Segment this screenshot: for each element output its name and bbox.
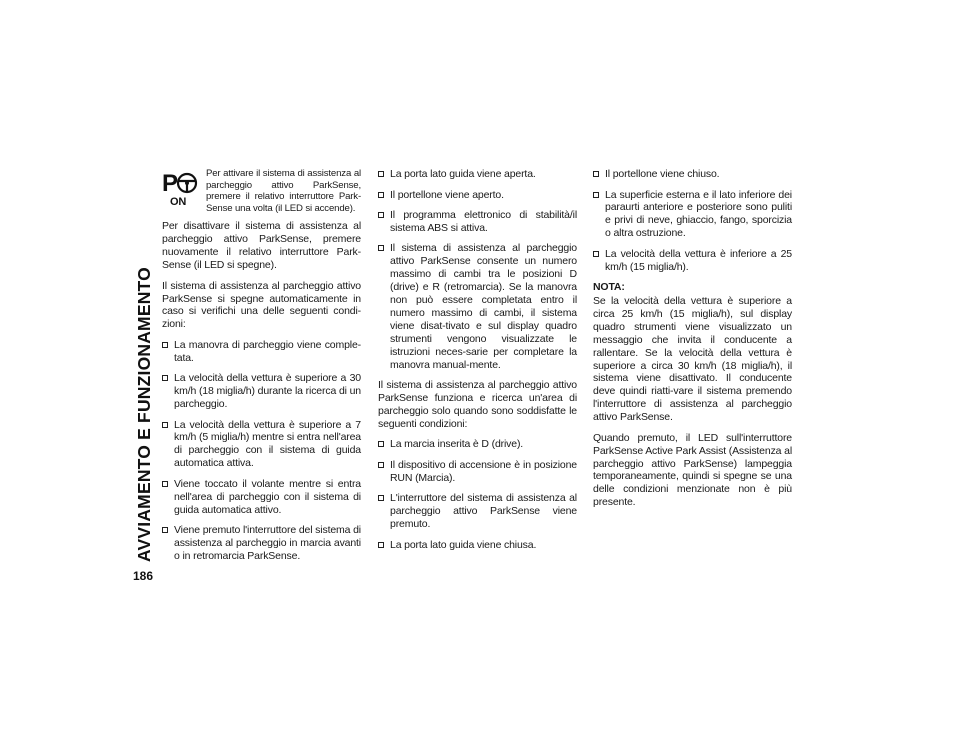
section-title: AVVIAMENTO E FUNZIONAMENTO <box>134 267 154 562</box>
column-3 <box>593 168 792 517</box>
column-2 <box>378 168 577 559</box>
list-item: La porta lato guida viene aperta. <box>378 168 577 181</box>
icon-on-label: ON <box>170 196 187 208</box>
list-item: Il dispositivo di accensione è in posizione RUN (Marcia). <box>378 459 577 485</box>
list-item: Viene toccato il volante mentre si entra nell'area di parcheggio con il sistema di guida automatica attivo. <box>162 478 361 517</box>
list-item: Il portellone viene chiuso. <box>593 168 792 181</box>
paragraph: Il sistema di assistenza al parcheggio attivo ParkSense si spegne automaticamente in caso si verifichi una delle seguenti condi-zioni: <box>162 279 361 331</box>
list-item: La superficie esterna e il lato inferiore dei paraurti anteriore e posteriore sono puliti e privi di neve, ghiaccio, fango, sporcizia o altra ostruzione. <box>593 189 792 241</box>
checkbox-bullet-icon <box>593 171 599 177</box>
list-item: Il sistema di assistenza al parcheggio attivo ParkSense consente un numero massimo di cambi tra le posizioni D (drive) e R (retromarcia). Se la manovra non può essere completata entro il numero massimo di cambi, il sistema viene disat-tivato e sul display quadro strumenti vengono visualizzate le istruzioni neces-sarie per completare la manovra manual-mente. <box>378 242 577 371</box>
paragraph: Quando premuto, il LED sull'interruttore ParkSense Active Park Assist (Assistenza al parcheggio attivo ParkSense) lampeggia temporaneamente, quindi si spegne se una delle condizioni menzionate non è più presente. <box>593 431 792 509</box>
checkbox-bullet-icon <box>162 422 168 428</box>
list-item: Il portellone viene aperto. <box>378 189 577 202</box>
list-item: Viene premuto l'interruttore del sistema di assistenza al parcheggio in marcia avanti o in retromarcia ParkSense. <box>162 524 361 563</box>
list-item: L'interruttore del sistema di assistenza al parcheggio attivo ParkSense viene premuto. <box>378 492 577 531</box>
checkbox-bullet-icon <box>162 481 168 487</box>
parksense-p-steering-icon <box>162 170 200 210</box>
intro-paragraph: Per attivare il sistema di assistenza al parcheggio attivo ParkSense, premere il relativo interruttore Park-Sense una volta (il LED si accende). <box>206 168 361 214</box>
checkbox-bullet-icon <box>378 441 384 447</box>
paragraph: Per disattivare il sistema di assistenza al parcheggio attivo ParkSense, premere nuovamente il relativo interruttore Park-Sense (il LED si spegne). <box>162 220 361 272</box>
checkbox-bullet-icon <box>378 542 384 548</box>
page-number: 186 <box>133 569 154 583</box>
checkbox-bullet-icon <box>378 192 384 198</box>
note-text: Se la velocità della vettura è superiore a circa 25 km/h (15 miglia/h), sul display quadro strumenti viene visualizzato un messaggio che invita il conducente a rallentare. Se la velocità della vettura è superiore a circa 30 km/h (18 miglia/h), il sistema viene disattivato. Il conducente deve quindi riatti-vare il sistema premendo l'interruttore di assistenza al parcheggio attivo ParkSense. <box>593 295 792 424</box>
condition-list <box>593 168 792 274</box>
checkbox-bullet-icon <box>378 171 384 177</box>
list-item: La velocità della vettura è superiore a 7 km/h (5 miglia/h) mentre si entra nell'area di parcheggio con il sistema di guida automatica attiva. <box>162 419 361 471</box>
note-label: NOTA: <box>593 281 625 294</box>
list-item: La marcia inserita è D (drive). <box>378 438 577 451</box>
checkbox-bullet-icon <box>162 527 168 533</box>
condition-list <box>378 168 577 371</box>
checkbox-bullet-icon <box>378 245 384 251</box>
svg-text:P: P <box>162 170 178 197</box>
checkbox-bullet-icon <box>593 251 599 257</box>
column-1 <box>162 168 361 570</box>
list-item: Il programma elettronico di stabilità/il sistema ABS si attiva. <box>378 209 577 235</box>
condition-list <box>378 438 577 551</box>
paragraph: Il sistema di assistenza al parcheggio attivo ParkSense funziona e ricerca un'area di parcheggio solo quando sono soddisfatte le seguenti condizioni: <box>378 379 577 430</box>
checkbox-bullet-icon <box>378 212 384 218</box>
checkbox-bullet-icon <box>378 462 384 468</box>
checkbox-bullet-icon <box>593 192 599 198</box>
list-item: La velocità della vettura è inferiore a 25 km/h (15 miglia/h). <box>593 248 792 274</box>
checkbox-bullet-icon <box>378 495 384 501</box>
list-item: La velocità della vettura è superiore a 30 km/h (18 miglia/h) durante la ricerca di un parcheggio. <box>162 372 361 411</box>
condition-list <box>162 339 361 563</box>
checkbox-bullet-icon <box>162 375 168 381</box>
list-item: La manovra di parcheggio viene comple-tata. <box>162 339 361 365</box>
checkbox-bullet-icon <box>162 342 168 348</box>
list-item: La porta lato guida viene chiusa. <box>378 539 577 552</box>
